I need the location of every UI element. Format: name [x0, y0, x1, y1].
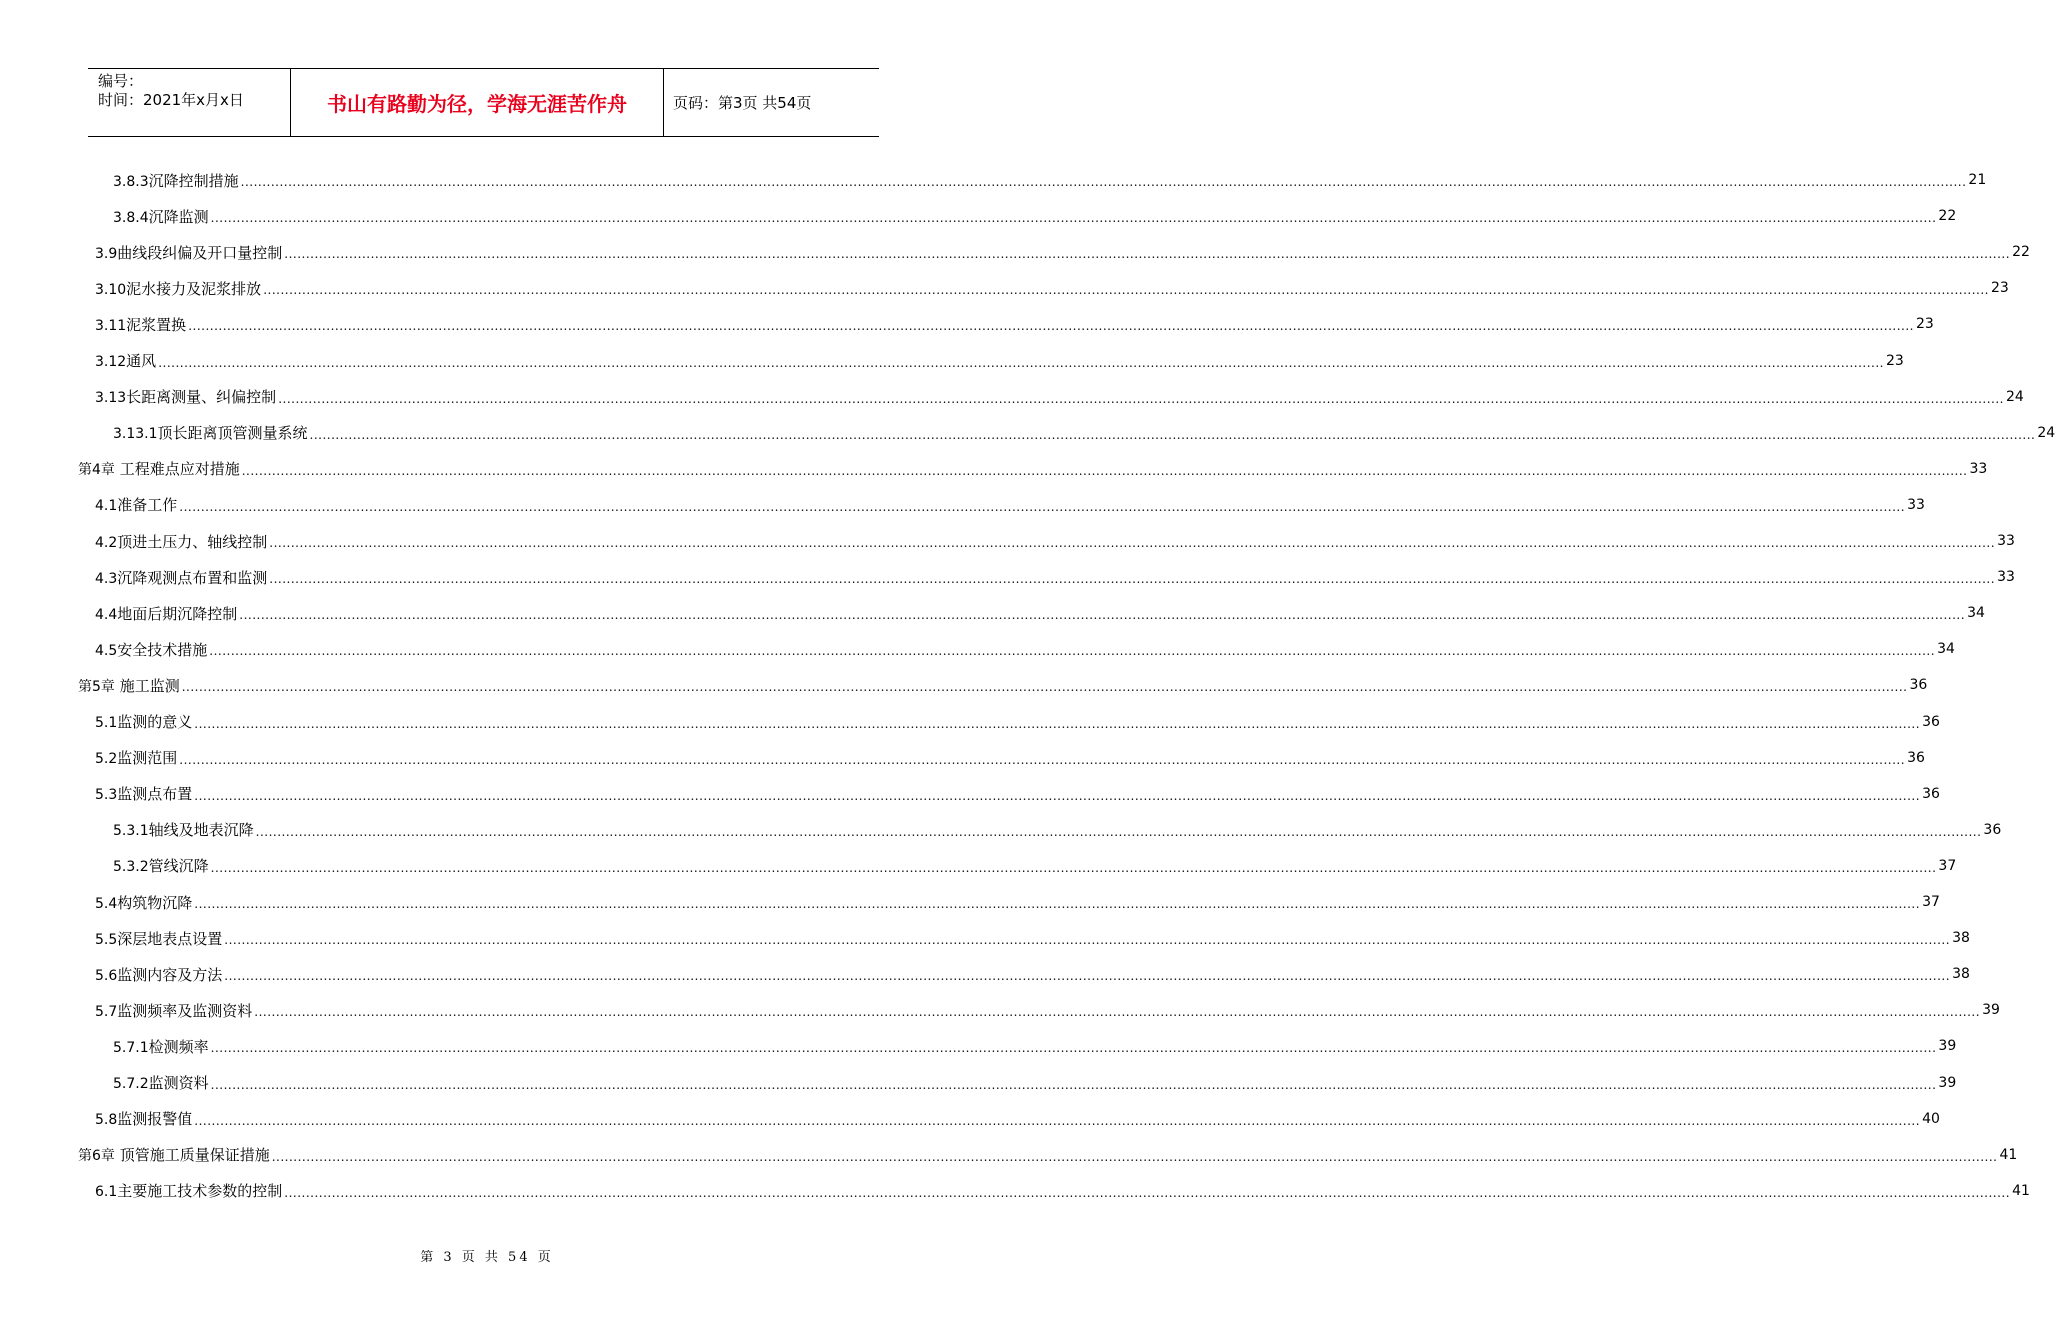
toc-entry-text: 监测内容及方法	[117, 965, 223, 984]
toc-entry-title	[78, 675, 180, 696]
toc-entry[interactable]	[113, 1032, 1957, 1060]
toc-entry-title	[95, 639, 207, 660]
toc-entry-page: 36	[1922, 785, 1940, 802]
toc-entry[interactable]	[95, 383, 2024, 411]
toc-leader-dots: ................................................................................................................................................................................................................................................................................................................................................................................................................	[194, 1113, 1921, 1128]
toc-leader-dots: ................................................................................................................................................................................................................................................................................................................................................................................................................	[194, 716, 1921, 731]
toc-entry-number: 3.10	[95, 281, 127, 298]
toc-entry-title	[113, 422, 308, 443]
toc-entry[interactable]	[95, 347, 1904, 375]
header-page-cell	[664, 69, 879, 136]
toc-entry-page: 22	[1938, 208, 1957, 225]
toc-entry[interactable]	[113, 816, 2002, 844]
toc-entry-number: 6.1	[95, 1184, 118, 1201]
toc-entry-number: 5.7	[95, 1003, 118, 1020]
toc-entry-title	[95, 494, 177, 515]
toc-entry-number: 5.1	[95, 715, 118, 731]
toc-entry-page: 36	[1983, 821, 2002, 838]
toc-entry-text: 准备工作	[117, 496, 178, 515]
toc-entry[interactable]	[95, 274, 2009, 302]
toc-entry-number: 3.9	[95, 245, 118, 262]
toc-entry[interactable]	[95, 996, 2000, 1024]
toc-leader-dots: ................................................................................................................................................................................................................................................................................................................................................................................................................	[239, 608, 1966, 623]
toc-entry-text: 监测范围	[117, 749, 178, 768]
toc-entry-page: 33	[1907, 496, 1925, 513]
toc-entry-page: 39	[1938, 1074, 1957, 1091]
toc-entry[interactable]	[113, 419, 2055, 447]
toc-entry-number: 第5章	[78, 678, 115, 695]
header-page-label: 页码：第3页 共54页	[673, 94, 812, 112]
toc-entry-number: 3.8.3	[113, 173, 149, 190]
toc-entry-page: 34	[1967, 605, 1985, 622]
toc-entry-text: 沉降控制措施	[148, 171, 239, 190]
toc-entry-text: 沉降观测点布置和监测	[117, 568, 268, 587]
toc-entry[interactable]	[95, 310, 1934, 338]
toc-entry[interactable]	[95, 960, 1970, 988]
toc-entry-title	[95, 603, 237, 624]
toc-leader-dots: ................................................................................................................................................................................................................................................................................................................................................................................................................	[309, 427, 2036, 442]
toc-leader-dots: ................................................................................................................................................................................................................................................................................................................................................................................................................	[181, 680, 1908, 695]
toc-entry-number: 第6章	[78, 1148, 115, 1165]
doc-code-label: 编号：	[98, 72, 144, 90]
toc-leader-dots: ................................................................................................................................................................................................................................................................................................................................................................................................................	[158, 355, 1884, 370]
toc-entry-page: 23	[1990, 280, 2009, 297]
toc-leader-dots: ................................................................................................................................................................................................................................................................................................................................................................................................................	[188, 319, 1914, 334]
toc-entry[interactable]	[78, 671, 1928, 699]
toc-entry-text: 检测频率	[148, 1037, 209, 1056]
toc-entry-title	[95, 1108, 192, 1129]
toc-entry[interactable]	[113, 852, 1957, 880]
page-footer: 第 3 页 共 54 页	[420, 1250, 554, 1265]
toc-entry-text: 安全技术措施	[117, 640, 208, 659]
toc-entry-title	[113, 855, 209, 876]
toc-entry-number: 5.3.1	[113, 823, 149, 840]
toc-leader-dots: ................................................................................................................................................................................................................................................................................................................................................................................................................	[240, 175, 1967, 189]
toc-entry-page: 40	[1922, 1110, 1940, 1127]
toc-entry-page: 37	[1922, 894, 1940, 910]
toc-leader-dots: ................................................................................................................................................................................................................................................................................................................................................................................................................	[210, 860, 1937, 875]
toc-entry-number: 第4章	[78, 462, 115, 479]
toc-entry[interactable]	[95, 708, 1940, 736]
toc-leader-dots: ................................................................................................................................................................................................................................................................................................................................................................................................................	[284, 1185, 2011, 1200]
toc-entry-number: 4.5	[95, 642, 118, 659]
header-motto: 书山有路勤为径，学海无涯苦作舟	[327, 92, 627, 116]
toc-entry-text: 构筑物沉降	[117, 893, 193, 912]
toc-entry-page: 39	[1982, 1002, 2000, 1019]
toc-entry-text: 泥浆置换	[126, 315, 187, 334]
toc-entry-title	[95, 278, 261, 299]
toc-entry[interactable]	[113, 166, 1987, 194]
toc-leader-dots: ................................................................................................................................................................................................................................................................................................................................................................................................................	[194, 897, 1921, 911]
toc-entry-page: 21	[1968, 172, 1987, 188]
toc-entry-title	[95, 314, 186, 335]
toc-entry-number: 4.3	[95, 570, 118, 587]
toc-entry-number: 5.7.1	[113, 1039, 149, 1056]
toc-entry-number: 4.4	[95, 606, 118, 623]
toc-entry-page: 24	[2005, 388, 2024, 405]
toc-entry[interactable]	[95, 888, 1940, 916]
doc-time-label: 时间：2021年x月x日	[98, 91, 244, 109]
toc-leader-dots: ................................................................................................................................................................................................................................................................................................................................................................................................................	[269, 536, 1996, 550]
toc-leader-dots: ................................................................................................................................................................................................................................................................................................................................................................................................................	[210, 1041, 1937, 1056]
toc-entry-title	[95, 892, 192, 913]
toc-entry-text: 深层地表点设置	[117, 929, 223, 948]
toc-entry-text: 长距离测量、纠偏控制	[126, 388, 277, 407]
toc-entry[interactable]	[113, 1069, 1957, 1097]
toc-entry-title	[95, 350, 156, 371]
toc-entry-text: 轴线及地表沉降	[148, 821, 254, 840]
toc-entry[interactable]	[95, 527, 2015, 555]
toc-entry-text: 顶进土压力、轴线控制	[117, 532, 268, 551]
toc-entry-page: 34	[1937, 641, 1955, 658]
toc-entry-number: 4.1	[95, 498, 118, 515]
toc-entry[interactable]	[78, 1141, 2018, 1169]
toc-leader-dots: ................................................................................................................................................................................................................................................................................................................................................................................................................	[254, 1005, 1981, 1020]
toc-leader-dots: ................................................................................................................................................................................................................................................................................................................................................................................................................	[224, 933, 1951, 948]
toc-entry-title	[95, 1180, 282, 1201]
toc-entry-page: 37	[1938, 857, 1957, 874]
toc-entry-page: 38	[1952, 966, 1970, 983]
toc-entry[interactable]	[95, 599, 1985, 627]
toc-leader-dots: ................................................................................................................................................................................................................................................................................................................................................................................................................	[241, 463, 1968, 478]
toc-leader-dots: ................................................................................................................................................................................................................................................................................................................................................................................................................	[179, 752, 1906, 767]
toc-entry-page: 39	[1938, 1038, 1957, 1055]
toc-entry-title	[95, 242, 282, 263]
toc-leader-dots: ................................................................................................................................................................................................................................................................................................................................................................................................................	[269, 572, 1996, 587]
toc-entry-text: 监测频率及监测资料	[117, 1001, 253, 1020]
toc-entry-title	[78, 1144, 270, 1165]
toc-entry-number: 5.5	[95, 931, 118, 948]
toc-entry-title	[113, 1072, 209, 1093]
toc-leader-dots: ................................................................................................................................................................................................................................................................................................................................................................................................................	[278, 391, 2004, 406]
toc-entry-number: 3.13	[95, 390, 127, 407]
toc-leader-dots: ................................................................................................................................................................................................................................................................................................................................................................................................................	[194, 788, 1921, 803]
toc-entry-page: 36	[1907, 749, 1925, 766]
toc-entry-number: 5.4	[95, 895, 118, 912]
toc-entry-title	[95, 783, 192, 804]
toc-entry-text: 曲线段纠偏及开口量控制	[117, 243, 283, 262]
toc-entry-text: 施工监测	[119, 676, 180, 695]
toc-entry-title	[95, 531, 267, 552]
toc-entry-title	[78, 458, 240, 479]
toc-entry-number: 5.3	[95, 787, 118, 804]
toc-leader-dots: ................................................................................................................................................................................................................................................................................................................................................................................................................	[209, 644, 1936, 659]
toc-leader-dots: ................................................................................................................................................................................................................................................................................................................................................................................................................	[284, 247, 2011, 262]
toc-entry-page: 23	[1915, 316, 1934, 333]
toc-entry-number: 3.11	[95, 317, 127, 334]
toc-entry[interactable]	[113, 202, 1957, 230]
toc-entry-title	[113, 170, 239, 191]
toc-entry-page: 36	[1922, 713, 1940, 730]
toc-entry-page: 36	[1909, 677, 1928, 694]
toc-entry-title	[95, 928, 222, 949]
toc-entry[interactable]	[95, 744, 1925, 772]
toc-entry-page: 33	[1969, 460, 1988, 477]
header-info-cell	[88, 69, 291, 136]
toc-entry-page: 38	[1952, 930, 1970, 947]
toc-entry-page: 41	[1999, 1146, 2018, 1163]
toc-entry-title	[95, 711, 192, 732]
toc-entry-text: 工程难点应对措施	[119, 460, 240, 479]
toc-entry-number: 3.12	[95, 354, 127, 370]
toc-leader-dots: ................................................................................................................................................................................................................................................................................................................................................................................................................	[255, 824, 1982, 839]
toc-entry-text: 监测资料	[148, 1074, 209, 1092]
toc-entry[interactable]	[95, 491, 1925, 519]
toc-entry-text: 顶长距离顶管测量系统	[157, 424, 308, 443]
toc-leader-dots: ................................................................................................................................................................................................................................................................................................................................................................................................................	[179, 499, 1906, 514]
header-motto-cell	[291, 69, 664, 136]
toc-entry-number: 3.13.1	[113, 426, 158, 443]
toc-entry[interactable]	[95, 924, 1970, 952]
toc-entry-number: 3.8.4	[113, 209, 149, 226]
toc-entry[interactable]	[95, 780, 1940, 808]
toc-entry[interactable]	[95, 238, 2030, 266]
toc-entry-title	[95, 964, 222, 985]
toc-entry-number: 5.3.2	[113, 859, 149, 876]
toc-entry-number: 5.2	[95, 751, 118, 768]
toc-leader-dots: ................................................................................................................................................................................................................................................................................................................................................................................................................	[224, 969, 1951, 984]
toc-entry-text: 管线沉降	[148, 857, 209, 876]
toc-entry-title	[113, 206, 209, 227]
toc-leader-dots: ................................................................................................................................................................................................................................................................................................................................................................................................................	[210, 211, 1937, 226]
toc-entry[interactable]	[78, 455, 1988, 483]
toc-entry-text: 沉降监测	[148, 207, 209, 226]
toc-leader-dots: ................................................................................................................................................................................................................................................................................................................................................................................................................	[271, 1149, 1998, 1164]
toc-entry-text: 顶管施工质量保证措施	[119, 1146, 270, 1165]
toc-entry-page: 33	[1997, 569, 2015, 586]
toc-entry[interactable]	[95, 1177, 2030, 1205]
toc-entry-text: 监测的意义	[117, 713, 193, 731]
toc-entry-text: 主要施工技术参数的控制	[117, 1182, 283, 1201]
toc-leader-dots: ................................................................................................................................................................................................................................................................................................................................................................................................................	[210, 1077, 1937, 1092]
toc-entry[interactable]	[95, 1105, 1940, 1133]
toc-entry-text: 监测点布置	[117, 785, 193, 804]
toc-entry-title	[95, 567, 267, 588]
toc-entry-number: 5.6	[95, 967, 118, 984]
toc-entry-text: 通风	[126, 352, 157, 370]
toc-entry-title	[113, 1036, 209, 1057]
toc-leader-dots: ................................................................................................................................................................................................................................................................................................................................................................................................................	[263, 283, 1989, 298]
toc-entry-title	[95, 386, 276, 407]
toc-entry-title	[95, 747, 177, 768]
toc-entry-page: 41	[2012, 1182, 2030, 1199]
toc-entry-number: 5.8	[95, 1112, 118, 1129]
toc-entry[interactable]	[95, 563, 2015, 591]
toc-entry-title	[95, 1000, 252, 1021]
toc-entry-page: 23	[1885, 352, 1904, 369]
page-header	[88, 68, 879, 137]
toc-entry[interactable]	[95, 635, 1955, 663]
toc-entry-number: 5.7.2	[113, 1076, 149, 1092]
toc-entry-page: 24	[2037, 424, 2055, 441]
toc-entry-page: 33	[1997, 533, 2015, 549]
toc-entry-text: 泥水接力及泥浆排放	[126, 279, 262, 298]
toc-entry-number: 4.2	[95, 534, 118, 551]
toc-entry-text: 监测报警值	[117, 1110, 193, 1129]
toc-entry-title	[113, 819, 254, 840]
toc-entry-text: 地面后期沉降控制	[117, 604, 238, 623]
toc-entry-page: 22	[2012, 244, 2030, 261]
